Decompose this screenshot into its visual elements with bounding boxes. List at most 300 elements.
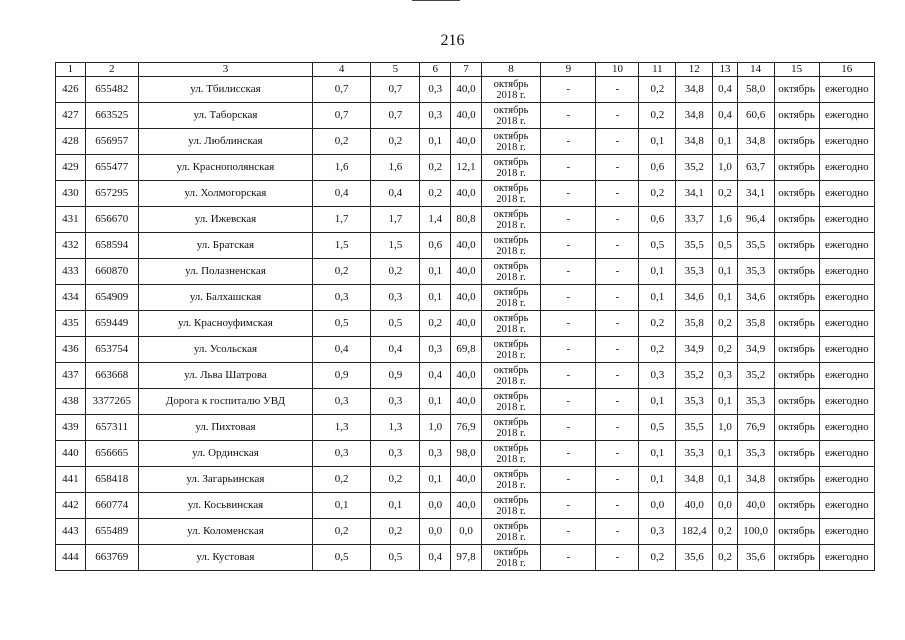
table-cell: 0,1 <box>639 285 676 311</box>
table-cell: 0,4 <box>371 337 420 363</box>
table-cell: 0,3 <box>713 363 738 389</box>
date-month: октябрь <box>493 182 529 194</box>
table-cell: ежегодно <box>819 337 874 363</box>
date-year: 2018 г. <box>496 297 526 309</box>
table-cell: 34,8 <box>737 467 774 493</box>
table-cell: ежегодно <box>819 207 874 233</box>
table-cell: - <box>541 363 596 389</box>
date-cell <box>481 467 540 493</box>
column-header: 10 <box>596 63 639 77</box>
table-cell: ул. Братская <box>138 233 312 259</box>
table-cell: ежегодно <box>819 233 874 259</box>
date-year: 2018 г. <box>496 427 526 439</box>
table-cell: 432 <box>56 233 86 259</box>
date-month: октябрь <box>493 260 529 272</box>
table-cell: 0,2 <box>312 467 370 493</box>
table-cell: 0,5 <box>713 233 738 259</box>
table-cell: - <box>541 389 596 415</box>
table-cell: октябрь <box>774 363 819 389</box>
table-cell: - <box>541 129 596 155</box>
page-number: 216 <box>440 32 465 49</box>
table-cell: 663769 <box>85 545 138 571</box>
table-cell: ежегодно <box>819 415 874 441</box>
table-cell: 0,1 <box>420 285 451 311</box>
table-cell: - <box>541 415 596 441</box>
date-year: 2018 г. <box>496 453 526 465</box>
date-year: 2018 г. <box>496 271 526 283</box>
date-month: октябрь <box>493 364 529 376</box>
table-cell: 1,3 <box>371 415 420 441</box>
table-cell: ул. Ижевская <box>138 207 312 233</box>
table-cell: 1,6 <box>371 155 420 181</box>
table-cell: ул. Загарьинская <box>138 467 312 493</box>
table-cell: - <box>541 259 596 285</box>
date-month: октябрь <box>493 104 529 116</box>
table-cell: 0,2 <box>713 545 738 571</box>
table-cell: октябрь <box>774 545 819 571</box>
table-cell: 0,5 <box>312 545 370 571</box>
table-cell: 0,9 <box>371 363 420 389</box>
table-cell: 660774 <box>85 493 138 519</box>
date-month: октябрь <box>493 156 529 168</box>
table-cell: 0,5 <box>371 545 420 571</box>
table-cell: ул. Холмогорская <box>138 181 312 207</box>
table-cell: 96,4 <box>737 207 774 233</box>
table-cell: - <box>596 311 639 337</box>
table-cell: 0,2 <box>420 155 451 181</box>
table-cell: 58,0 <box>737 77 774 103</box>
date-year: 2018 г. <box>496 167 526 179</box>
table-cell: ул. Тбилисская <box>138 77 312 103</box>
table-cell: октябрь <box>774 77 819 103</box>
table-cell: октябрь <box>774 129 819 155</box>
date-cell <box>481 181 540 207</box>
column-header: 4 <box>312 63 370 77</box>
table-cell: 35,5 <box>676 233 713 259</box>
table-cell: 1,0 <box>713 155 738 181</box>
table-cell: октябрь <box>774 493 819 519</box>
date-year: 2018 г. <box>496 531 526 543</box>
date-cell <box>481 363 540 389</box>
table-cell: 0,3 <box>371 285 420 311</box>
date-cell <box>481 545 540 571</box>
table-cell: - <box>541 181 596 207</box>
table-cell: 1,7 <box>371 207 420 233</box>
table-cell: октябрь <box>774 311 819 337</box>
table-cell: 654909 <box>85 285 138 311</box>
table-cell: 0,0 <box>713 493 738 519</box>
table-cell: 0,4 <box>312 181 370 207</box>
table-cell: - <box>596 545 639 571</box>
table-cell: 0,1 <box>639 441 676 467</box>
table-cell: 428 <box>56 129 86 155</box>
table-row <box>56 363 875 389</box>
table-cell: 0,1 <box>713 129 738 155</box>
table-row <box>56 129 875 155</box>
table-header-row <box>56 63 875 77</box>
table-cell: 653754 <box>85 337 138 363</box>
table-cell: - <box>541 441 596 467</box>
table-cell: 0,4 <box>420 363 451 389</box>
table-cell: 40,0 <box>451 363 482 389</box>
table-cell: 35,8 <box>676 311 713 337</box>
date-cell <box>481 207 540 233</box>
date-cell <box>481 259 540 285</box>
date-year: 2018 г. <box>496 245 526 257</box>
table-cell: 0,2 <box>639 311 676 337</box>
table-cell: - <box>541 493 596 519</box>
table-cell: ежегодно <box>819 155 874 181</box>
table-cell: 35,3 <box>737 441 774 467</box>
table-cell: - <box>541 311 596 337</box>
table-cell: - <box>541 337 596 363</box>
table-row <box>56 207 875 233</box>
table-cell: 0,3 <box>420 441 451 467</box>
scan-edge-line <box>412 0 460 1</box>
table-cell: 40,0 <box>451 103 482 129</box>
table-cell: 0,2 <box>312 259 370 285</box>
table-cell: октябрь <box>774 389 819 415</box>
table-row <box>56 77 875 103</box>
table-cell: 35,5 <box>676 415 713 441</box>
table-cell: 34,9 <box>676 337 713 363</box>
table-cell: 35,6 <box>737 545 774 571</box>
table-cell: 1,0 <box>420 415 451 441</box>
table-row <box>56 545 875 571</box>
table-cell: 658594 <box>85 233 138 259</box>
table-cell: 40,0 <box>676 493 713 519</box>
table-cell: 0,3 <box>312 441 370 467</box>
table-cell: 0,9 <box>312 363 370 389</box>
table-cell: 40,0 <box>451 259 482 285</box>
table-cell: 437 <box>56 363 86 389</box>
table-cell: 429 <box>56 155 86 181</box>
column-header: 14 <box>737 63 774 77</box>
table-cell: - <box>596 259 639 285</box>
table-cell: 0,1 <box>312 493 370 519</box>
table-cell: 0,0 <box>420 493 451 519</box>
table-cell: - <box>596 467 639 493</box>
table-row <box>56 493 875 519</box>
table-cell: 35,3 <box>676 441 713 467</box>
table-cell: 0,3 <box>420 77 451 103</box>
table-cell: 98,0 <box>451 441 482 467</box>
date-year: 2018 г. <box>496 115 526 127</box>
table-cell: 0,1 <box>713 389 738 415</box>
table-cell: 0,1 <box>420 389 451 415</box>
date-month: октябрь <box>493 390 529 402</box>
table-cell: 35,3 <box>737 259 774 285</box>
table-cell: 438 <box>56 389 86 415</box>
table-cell: - <box>596 519 639 545</box>
table-cell: 100,0 <box>737 519 774 545</box>
table-cell: 0,5 <box>371 311 420 337</box>
table-cell: 80,8 <box>451 207 482 233</box>
date-cell <box>481 77 540 103</box>
table-cell: 660870 <box>85 259 138 285</box>
table-cell: 0,2 <box>420 181 451 207</box>
table-cell: ул. Пихтовая <box>138 415 312 441</box>
table-cell: ежегодно <box>819 441 874 467</box>
date-year: 2018 г. <box>496 479 526 491</box>
table-cell: 12,1 <box>451 155 482 181</box>
table-cell: 441 <box>56 467 86 493</box>
table-cell: 34,9 <box>737 337 774 363</box>
table-cell: 0,2 <box>713 519 738 545</box>
date-cell <box>481 337 540 363</box>
table-cell: 0,2 <box>713 181 738 207</box>
table-cell: - <box>541 467 596 493</box>
table-row <box>56 103 875 129</box>
date-year: 2018 г. <box>496 141 526 153</box>
table-cell: ежегодно <box>819 181 874 207</box>
table-cell: 35,8 <box>737 311 774 337</box>
table-cell: 34,8 <box>676 467 713 493</box>
table-cell: 0,2 <box>420 311 451 337</box>
table-row <box>56 181 875 207</box>
table-cell: 0,1 <box>713 285 738 311</box>
date-year: 2018 г. <box>496 219 526 231</box>
column-header: 13 <box>713 63 738 77</box>
table-cell: 0,2 <box>713 311 738 337</box>
table-cell: 1,4 <box>420 207 451 233</box>
table-cell: 658418 <box>85 467 138 493</box>
table-cell: 69,8 <box>451 337 482 363</box>
table-cell: ежегодно <box>819 467 874 493</box>
table-cell: - <box>596 337 639 363</box>
table-cell: - <box>596 363 639 389</box>
table-cell: ежегодно <box>819 311 874 337</box>
table-cell: 0,1 <box>420 467 451 493</box>
table-cell: - <box>596 181 639 207</box>
column-header: 7 <box>451 63 482 77</box>
table-cell: 663668 <box>85 363 138 389</box>
table-cell: - <box>596 103 639 129</box>
date-year: 2018 г. <box>496 505 526 517</box>
table-cell: - <box>596 285 639 311</box>
table-cell: 0,1 <box>713 441 738 467</box>
table-cell: - <box>541 77 596 103</box>
table-cell: 0,3 <box>639 519 676 545</box>
table-row <box>56 285 875 311</box>
table-cell: 40,0 <box>451 285 482 311</box>
table-row <box>56 389 875 415</box>
table-cell: 0,2 <box>312 129 370 155</box>
table-cell: 0,3 <box>420 103 451 129</box>
column-header: 15 <box>774 63 819 77</box>
table-cell: ул. Ординская <box>138 441 312 467</box>
table-cell: 1,5 <box>312 233 370 259</box>
table-cell: 655482 <box>85 77 138 103</box>
table-body <box>56 77 875 571</box>
table-cell: 443 <box>56 519 86 545</box>
table-cell: 0,0 <box>639 493 676 519</box>
date-month: октябрь <box>493 78 529 90</box>
table-cell: 34,1 <box>676 181 713 207</box>
date-cell <box>481 103 540 129</box>
table-cell: 0,7 <box>371 103 420 129</box>
date-month: октябрь <box>493 312 529 324</box>
column-header: 8 <box>481 63 540 77</box>
table-cell: 0,1 <box>639 467 676 493</box>
table-cell: 430 <box>56 181 86 207</box>
table-row <box>56 155 875 181</box>
table-cell: ул. Балхашская <box>138 285 312 311</box>
table-cell: 182,4 <box>676 519 713 545</box>
date-year: 2018 г. <box>496 401 526 413</box>
table-cell: 0,2 <box>713 337 738 363</box>
table-cell: 0,3 <box>639 363 676 389</box>
table-cell: 655477 <box>85 155 138 181</box>
table-cell: 656957 <box>85 129 138 155</box>
table-cell: 40,0 <box>451 181 482 207</box>
table-cell: ул. Полазненская <box>138 259 312 285</box>
table-cell: - <box>596 493 639 519</box>
table-cell: 35,5 <box>737 233 774 259</box>
table-cell: ул. Краснополянская <box>138 155 312 181</box>
table-cell: ежегодно <box>819 259 874 285</box>
table-cell: ул. Кустовая <box>138 545 312 571</box>
table-cell: 34,8 <box>676 77 713 103</box>
date-month: октябрь <box>493 208 529 220</box>
table-cell: ежегодно <box>819 129 874 155</box>
table-cell: 0,5 <box>312 311 370 337</box>
column-header: 2 <box>85 63 138 77</box>
table-cell: 0,1 <box>639 389 676 415</box>
table-cell: 0,2 <box>639 77 676 103</box>
column-header: 5 <box>371 63 420 77</box>
table-cell: 663525 <box>85 103 138 129</box>
table-cell: - <box>541 103 596 129</box>
table-cell: - <box>596 389 639 415</box>
table-cell: октябрь <box>774 415 819 441</box>
table-cell: 40,0 <box>451 311 482 337</box>
table-cell: октябрь <box>774 207 819 233</box>
table-cell: 434 <box>56 285 86 311</box>
table-cell: 34,8 <box>737 129 774 155</box>
table-cell: 35,6 <box>676 545 713 571</box>
table-cell: октябрь <box>774 155 819 181</box>
table-cell: 34,6 <box>737 285 774 311</box>
date-cell <box>481 129 540 155</box>
table-cell: 655489 <box>85 519 138 545</box>
table-cell: ежегодно <box>819 493 874 519</box>
table-cell: 439 <box>56 415 86 441</box>
table-cell: - <box>541 545 596 571</box>
table-cell: 35,3 <box>676 389 713 415</box>
date-year: 2018 г. <box>496 323 526 335</box>
table-cell: 63,7 <box>737 155 774 181</box>
table-cell: 0,3 <box>312 389 370 415</box>
table-cell: 97,8 <box>451 545 482 571</box>
table-cell: октябрь <box>774 259 819 285</box>
date-cell <box>481 311 540 337</box>
date-cell <box>481 389 540 415</box>
table-cell: октябрь <box>774 181 819 207</box>
table-cell: 35,2 <box>737 363 774 389</box>
table-cell: - <box>596 233 639 259</box>
date-month: октябрь <box>493 338 529 350</box>
table-cell: октябрь <box>774 103 819 129</box>
table-cell: 0,2 <box>371 519 420 545</box>
table-cell: ул. Люблинская <box>138 129 312 155</box>
table-cell: 60,6 <box>737 103 774 129</box>
table-cell: - <box>596 77 639 103</box>
table-cell: 0,2 <box>371 259 420 285</box>
table-cell: ежегодно <box>819 519 874 545</box>
table-row <box>56 311 875 337</box>
table-cell: 0,5 <box>639 233 676 259</box>
roads-table <box>55 62 875 571</box>
table-cell: 657295 <box>85 181 138 207</box>
table-cell: - <box>596 129 639 155</box>
date-year: 2018 г. <box>496 89 526 101</box>
table-cell: 1,0 <box>713 415 738 441</box>
table-cell: 34,6 <box>676 285 713 311</box>
column-header: 1 <box>56 63 86 77</box>
table-cell: октябрь <box>774 233 819 259</box>
table-cell: 0,2 <box>371 467 420 493</box>
table-cell: 656670 <box>85 207 138 233</box>
table-cell: 76,9 <box>737 415 774 441</box>
date-month: октябрь <box>493 416 529 428</box>
table-cell: 0,4 <box>420 545 451 571</box>
date-year: 2018 г. <box>496 349 526 361</box>
column-header: 6 <box>420 63 451 77</box>
table-row <box>56 519 875 545</box>
date-cell <box>481 285 540 311</box>
date-month: октябрь <box>493 546 529 558</box>
table-cell: 35,2 <box>676 155 713 181</box>
table-cell: 0,3 <box>420 337 451 363</box>
table-cell: 0,3 <box>312 285 370 311</box>
table-cell: ежегодно <box>819 285 874 311</box>
table-cell: - <box>596 207 639 233</box>
table-cell: - <box>596 155 639 181</box>
table-cell: 40,0 <box>451 233 482 259</box>
table-cell: 0,1 <box>713 467 738 493</box>
column-header: 9 <box>541 63 596 77</box>
table-cell: 0,1 <box>420 129 451 155</box>
table-cell: 0,7 <box>312 103 370 129</box>
table-cell: ул. Красноуфимская <box>138 311 312 337</box>
table-cell: 1,5 <box>371 233 420 259</box>
date-year: 2018 г. <box>496 193 526 205</box>
table-row <box>56 441 875 467</box>
table-cell: 1,6 <box>713 207 738 233</box>
table-cell: 0,7 <box>312 77 370 103</box>
table-cell: 0,2 <box>639 337 676 363</box>
table-cell: - <box>596 415 639 441</box>
table-cell: 0,4 <box>371 181 420 207</box>
date-cell <box>481 155 540 181</box>
table-cell: 426 <box>56 77 86 103</box>
date-year: 2018 г. <box>496 557 526 569</box>
table-cell: 35,3 <box>737 389 774 415</box>
table-cell: - <box>541 207 596 233</box>
table-cell: 442 <box>56 493 86 519</box>
table-cell: 3377265 <box>85 389 138 415</box>
table-cell: ул. Косьвинская <box>138 493 312 519</box>
date-month: октябрь <box>493 442 529 454</box>
table-cell: ежегодно <box>819 389 874 415</box>
table-row <box>56 415 875 441</box>
table-cell: 656665 <box>85 441 138 467</box>
table-cell: 0,6 <box>420 233 451 259</box>
date-month: октябрь <box>493 286 529 298</box>
table-row <box>56 259 875 285</box>
date-cell <box>481 519 540 545</box>
